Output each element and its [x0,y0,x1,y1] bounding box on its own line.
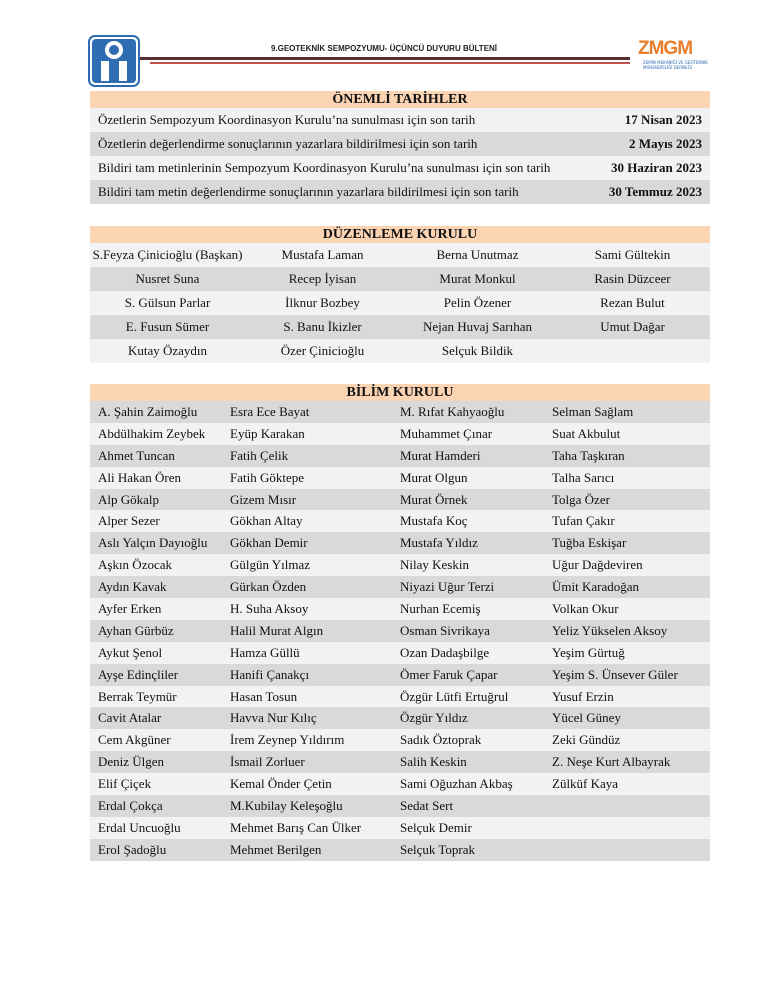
organizing-committee-title: DÜZENLEME KURULU [90,226,710,243]
committee-member: Mehmet Barış Can Ülker [230,819,362,835]
committee-row [90,532,710,554]
committee-member: S. Banu İkizler [283,319,362,334]
committee-member: Z. Neşe Kurt Albayrak [552,754,671,770]
committee-member: Yeliz Yükselen Aksoy [552,622,668,638]
committee-member: Gizem Mısır [230,491,297,507]
committee-member: Selçuk Demir [400,819,472,835]
important-dates-title: ÖNEMLİ TARİHLER [90,91,710,108]
committee-row [90,707,710,729]
committee-member: Kutay Özaydın [127,343,208,358]
scientific-committee-section [90,384,710,861]
committee-member: Abdülhakim Zeybek [98,425,206,441]
header-divider-accent [150,62,630,64]
committee-member: Selman Sağlam [552,404,634,419]
zmgm-logo-text: ZMGM [638,38,693,59]
zmgm-logo-subtitle: ZEMİN MEKANİĞİ VE GEOTEKNİK MÜHENDİSLİĞİ DERNEĞİ [643,60,708,70]
committee-member: Selçuk Bildik [441,343,514,358]
committee-member: Deniz Ülgen [98,754,165,770]
committee-member: Uğur Dağdeviren [552,557,643,573]
date-value: 30 Haziran 2023 [611,160,702,175]
committee-member: Zülküf Kaya [552,776,619,792]
date-row [90,180,710,204]
committee-member: Mustafa Koç [400,513,468,529]
committee-row [90,554,710,576]
committee-member: Berrak Teymür [98,688,177,704]
committee-member: Elif Çiçek [98,776,152,792]
committee-member: İrem Zeynep Yıldırım [230,732,345,748]
committee-member [552,839,710,861]
committee-row [90,315,710,339]
committee-row [90,729,710,751]
committee-member: Alper Sezer [98,513,160,529]
committee-member: Ali Hakan Ören [98,469,182,485]
committee-member: Tuğba Eskişar [552,535,627,551]
important-dates-section [90,91,710,204]
committee-member: Eyüp Karakan [230,425,305,441]
committee-row [90,401,710,423]
committee-member: Aslı Yalçın Dayıoğlu [98,535,208,551]
committee-member: Yeşim S. Ünsever Güler [552,666,678,682]
committee-member [552,795,710,817]
committee-member: Yusuf Erzin [552,688,614,704]
date-row [90,108,710,132]
date-row [90,156,710,180]
committee-member: Nurhan Ecemiş [400,601,481,617]
committee-row [90,576,710,598]
committee-member: Erol Şadoğlu [98,841,167,857]
date-value: 17 Nisan 2023 [624,112,702,127]
committee-member: Gürkan Özden [230,579,307,595]
committee-row [90,267,710,291]
committee-row [90,686,710,708]
committee-row [90,445,710,467]
date-description: Özetlerin Sempozyum Koordinasyon Kurulu’na sunulması için son tarih [98,112,476,127]
committee-member: S. Gülsun Parlar [124,295,211,310]
committee-row [90,642,710,664]
committee-member: Gülgün Yılmaz [230,557,311,573]
committee-member: Ozan Dadaşbilge [400,644,490,660]
scientific-committee-table [90,401,710,861]
committee-member: H. Suha Aksoy [230,601,309,617]
committee-member: Sami Gültekin [594,247,671,262]
committee-member: Murat Örnek [400,491,468,507]
committee-member: Cavit Atalar [98,710,162,726]
committee-member: Tufan Çakır [552,513,615,529]
committee-row [90,339,710,363]
committee-member: Umut Dağar [600,319,665,334]
committee-member: Selçuk Toprak [400,841,476,857]
committee-member: Sami Oğuzhan Akbaş [400,776,513,792]
committee-member: Nejan Huvaj Sarıhan [422,319,533,334]
committee-member: Rasin Düzceer [594,271,671,286]
committee-row [90,773,710,795]
committee-member: Aydın Kavak [98,579,167,595]
date-description: Bildiri tam metinlerinin Sempozyum Koordinasyon Kurulu’na sunulması için son tarih [98,160,551,175]
organizing-committee-table [90,243,710,363]
date-description: Özetlerin değerlendirme sonuçlarının yazarlara bildirilmesi için son tarih [98,136,478,151]
committee-member: Ümit Karadoğan [552,579,640,595]
committee-member: Gökhan Altay [230,513,303,529]
committee-row [90,243,710,267]
header-divider [140,57,630,60]
committee-member: Murat Monkul [439,271,516,286]
committee-row [90,598,710,620]
committee-member: Berna Unutmaz [436,247,519,262]
committee-row [90,291,710,315]
committee-row [90,510,710,532]
committee-member: Ayfer Erken [98,601,162,617]
symposium-logo [88,35,140,87]
committee-member: Erdal Çokça [98,798,163,814]
date-row [90,132,710,156]
committee-member: Halil Murat Algın [230,622,324,638]
committee-member: Zeki Gündüz [552,732,621,748]
scientific-committee-title: BİLİM KURULU [90,384,710,401]
committee-member: Tolga Özer [552,491,610,507]
committee-row [90,839,710,861]
committee-member: İlknur Bozbey [285,295,360,310]
committee-row [90,489,710,511]
committee-member: Salih Keskin [400,754,467,770]
organizing-committee-section [90,226,710,363]
committee-member: Suat Akbulut [552,425,621,441]
committee-member: Aykut Şenol [98,644,163,660]
committee-member: Aşkın Özocak [98,557,173,573]
committee-member: Ömer Faruk Çapar [400,666,498,682]
committee-member: A. Şahin Zaimoğlu [98,404,198,419]
committee-member: Kemal Önder Çetin [230,776,332,792]
committee-member: Özgür Yıldız [400,710,468,726]
committee-member: Sedat Sert [400,798,454,814]
committee-member: Özer Çinicioğlu [280,343,365,358]
committee-member: Rezan Bulut [600,295,665,310]
committee-member [552,817,710,839]
date-value: 2 Mayıs 2023 [629,136,702,151]
zmgm-logo [638,38,718,90]
committee-row [90,620,710,642]
committee-member: Murat Olgun [400,469,468,485]
committee-member: Fatih Göktepe [230,469,305,485]
committee-member: Ayşe Edinçliler [98,666,179,682]
committee-row [90,817,710,839]
committee-member: Erdal Uncuoğlu [98,819,181,835]
committee-member: Recep İyisan [288,271,357,286]
committee-member [555,339,710,363]
committee-member: Alp Gökalp [98,491,160,507]
committee-member: Nusret Suna [135,271,200,286]
committee-row [90,423,710,445]
committee-member: Yücel Güney [552,710,621,726]
committee-member: Esra Ece Bayat [230,404,310,419]
committee-member: Pelin Özener [443,295,512,310]
committee-member: Ahmet Tuncan [98,447,175,463]
committee-member: Ayhan Gürbüz [98,622,174,638]
committee-member: Hasan Tosun [230,688,298,704]
date-value: 30 Temmuz 2023 [608,184,702,199]
committee-member: Muhammet Çınar [400,425,493,441]
committee-member: Özgür Lütfi Ertuğrul [400,688,509,704]
committee-member: Gökhan Demir [230,535,308,551]
committee-member: Fatih Çelik [230,447,289,463]
committee-member: M.Kubilay Keleşoğlu [230,798,343,814]
committee-member: Hanifi Çanakçı [230,666,310,682]
committee-member: Cem Akgüner [98,732,171,748]
committee-row [90,751,710,773]
committee-member: Osman Sivrikaya [400,622,490,638]
committee-row [90,795,710,817]
committee-member: Murat Hamderi [400,447,481,463]
committee-member: İsmail Zorluer [230,754,305,770]
date-description: Bildiri tam metin değerlendirme sonuçlarının yazarlara bildirilmesi için son tarih [98,184,519,199]
committee-member: Mustafa Laman [281,247,364,262]
committee-row [90,664,710,686]
committee-member: Volkan Okur [552,601,619,617]
committee-member: Talha Sarıcı [552,469,615,485]
committee-member: M. Rıfat Kahyaoğlu [400,404,505,419]
committee-member: Niyazi Uğur Terzi [400,579,495,595]
committee-member: Mustafa Yıldız [400,535,478,551]
committee-member: Yeşim Gürtuğ [552,644,625,660]
committee-member: S.Feyza Çinicioğlu (Başkan) [92,247,243,262]
committee-member: Mehmet Berilgen [230,841,322,857]
important-dates-table [90,108,710,204]
committee-member: Havva Nur Kılıç [230,710,317,726]
committee-member: Taha Taşkıran [552,447,625,463]
bulletin-title: 9.GEOTEKNİK SEMPOZYUMU- ÜÇÜNCÜ DUYURU BÜLTENİ [270,44,498,53]
committee-member: E. Fusun Sümer [125,319,210,334]
committee-member: Hamza Güllü [230,644,300,660]
committee-member: Sadık Öztoprak [400,732,482,748]
committee-row [90,467,710,489]
committee-member: Nilay Keskin [400,557,469,573]
